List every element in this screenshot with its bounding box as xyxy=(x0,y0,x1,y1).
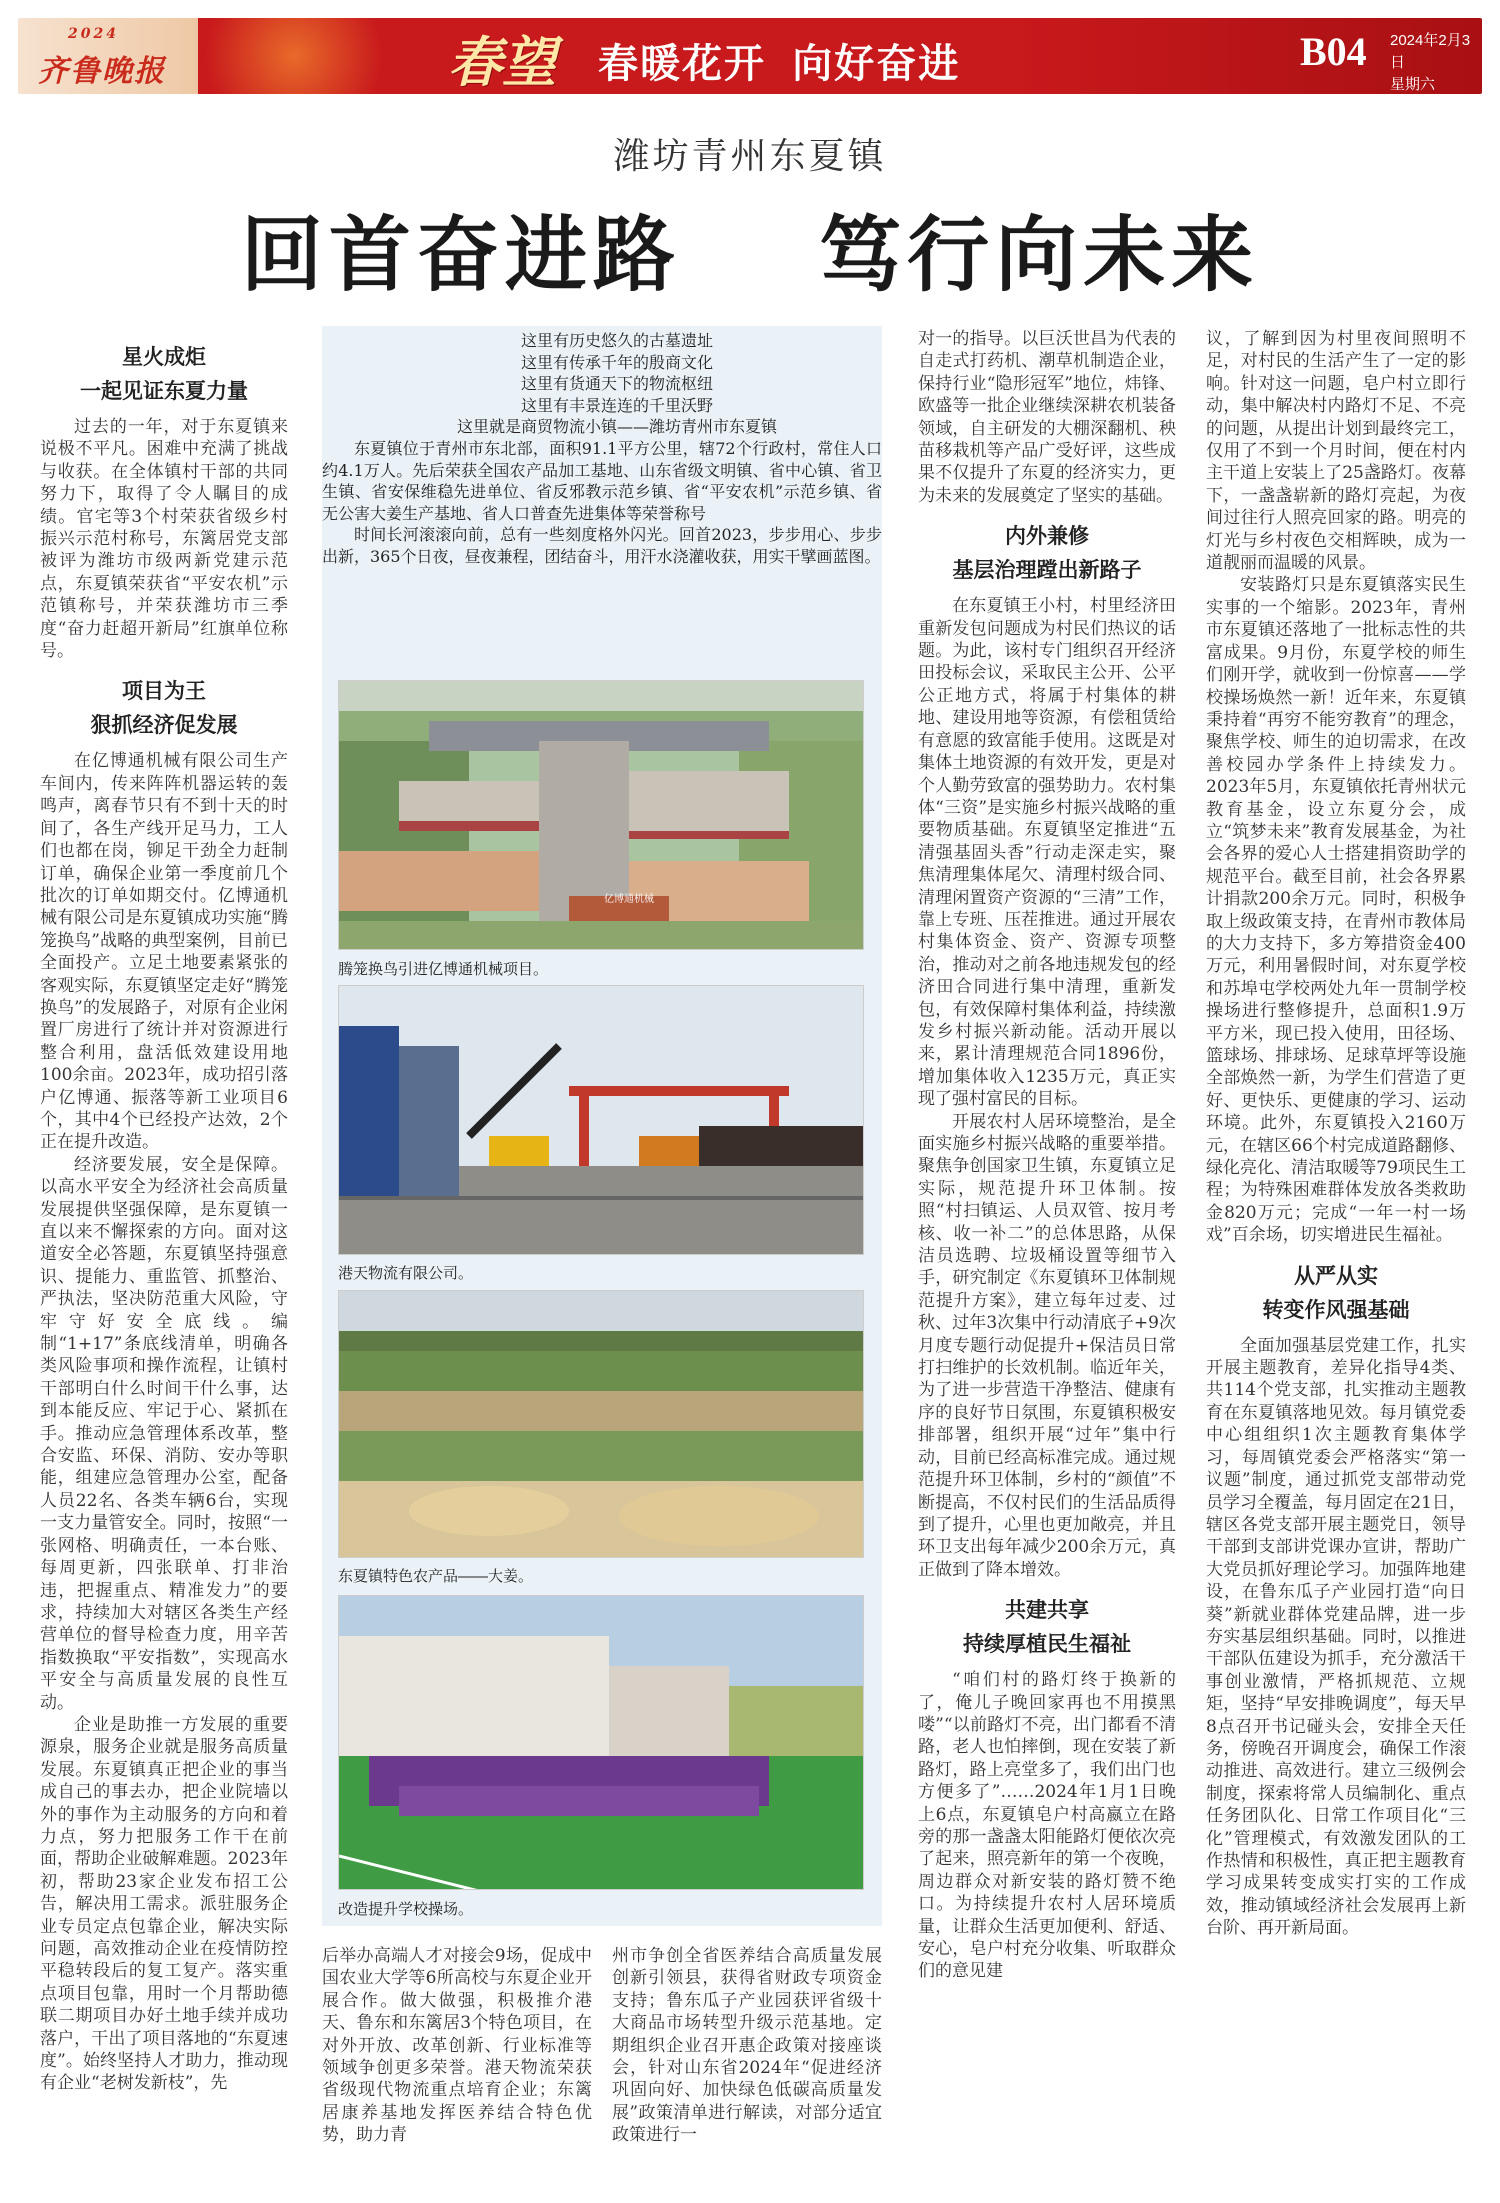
factory-aerial-image xyxy=(339,681,864,950)
column-3-bottom xyxy=(612,1945,882,2175)
photo-caption: 腾笼换鸟引进亿博通机械项目。 xyxy=(338,961,549,978)
paragraph: 经济要发展，安全是保障。以高水平安全为经济社会高质量发展提供坚强保障，是东夏镇一直以来不懈探索的方向。面对这道安全必答题，东夏镇坚持强意识、提能力、重监管、抓整治、严执法，坚决防范重大风险，守牢守好安全底线。编制“1+17”条底线清单，明确各类风险事项和操作流程，让镇村干部明白什么时间干什么事，达到本能反应、牢记于心、紧抓在手。推动应急管理体系改革，整合安监、环保、消防、安办等职能，组建应急管理办公室，配备人员22名、各类车辆6台，实现一支力量管安全。同时，按照“一张网格、明确责任，一本台账、每周更新，四张联单、打非治违，把握重点、精准发力”的要求，持续加大对辖区各类生产经营单位的督导检查力度，用辛苦指数换取“平安指数”，实现高水平安全与高质量发展的良性互动。 xyxy=(40,1154,288,1713)
poem-line: 这里有传承千年的殷商文化 xyxy=(520,352,713,372)
paragraph: 州市争创全省医养结合高质量发展创新引领县，获得省财政专项资金支持；鲁东瓜子产业园获评省级十大商品市场转型升级示范基地。定期组织企业召开惠企政策对接座谈会，针对山东省2024年“促进经济巩固向好、加快绿色低碳高质量发展”政策清单进行解读，对部分适宜政策进行一 xyxy=(612,1946,882,2146)
paragraph: 企业是助推一方发展的重要源泉，服务企业就是服务高质量发展。东夏镇真正把企业的事当成自己的事去办，把企业院墙以外的事作为主动服务的方向和着力点，努力把服务工作干在前面，帮助企业破解难题。2023年初，帮助23家企业发布招工公告，解决用工需求。派驻服务企业专员定点包靠企业，解决实际问题，高效推动企业在疫情防控平稳转段后的复工复产。落实重点项目包靠，用时一个月帮助德联二期项目办好土地手续并成功落户，干出了项目落地的“东夏速度”。始终坚持人才助力，推动现有企业“老树发新枝”，先 xyxy=(40,1714,288,2094)
newspaper-logo xyxy=(38,26,198,89)
article-subtitle: 潍坊青州东夏镇 xyxy=(613,135,887,176)
section-title-5 xyxy=(1206,1259,1466,1327)
section-title-3 xyxy=(918,519,1176,587)
page-number: B04 xyxy=(1300,29,1367,74)
section-title-4-line-2: 持续厚植民生福祉 xyxy=(963,1631,1131,1657)
paragraph: 开展农村人居环境整治，是全面实施乡村振兴战略的重要举措。聚焦争创国家卫生镇，东夏镇立足实际，规范提升环卫体制。按照“村扫镇运、人员双管、按月考核、收一补二”的总体思路，从保洁员选聘、垃圾桶设置等细节入手，研究制定《东夏镇环卫体制规范提升方案》，建立每年过麦、过秋、过年3次集中行动清底子+9次月度专题行动促提升+保洁员日常打扫维护的长效机制。临近年关，为了进一步营造干净整洁、健康有序的良好节日氛围，东夏镇积极安排部署，组织开展“过年”集中行动，目前已经高标准完成。通过规范提升环卫体制，乡村的“颜值”不断提高，不仅村民们的生活品质得到了提升，心里也更加敞亮，并且环卫支出每年减少200余万元，真正做到了降本增效。 xyxy=(918,1111,1176,1580)
section-title-5-line-1: 从严从实 xyxy=(1294,1262,1378,1288)
paragraph: “咱们村的路灯终于换新的了，俺儿子晚回家再也不用摸黑喽”“以前路灯不亮，出门都看不清路，老人也怕摔倒，现在安装了新路灯，路上亮堂多了，我们出门也方便多了”……2024年1月1日晚上6点，东夏镇皂户村高嬴立在路旁的那一盏盏太阳能路灯便依次亮了起来，照亮新年的第一个夜晚，周边群众对新安装的路灯赞不绝口。为持续提升农村人居环境质量，让群众生活更加便利、舒适、安心，皂户村充分收集、听取群众们的意见建 xyxy=(918,1670,1176,1982)
weekday-text: 星期六 xyxy=(1390,76,1436,93)
column-2-bottom xyxy=(322,1945,592,2175)
school-playground-image xyxy=(339,1596,864,1890)
poem-line: 这里有历史悠久的古墓遗址 xyxy=(520,331,713,350)
section-title-3-line-1: 内外兼修 xyxy=(1005,523,1089,549)
logistics-yard-image xyxy=(339,986,864,1255)
intro-text xyxy=(322,330,882,568)
section-title-4 xyxy=(918,1593,1176,1661)
section-title-2-line-1: 项目为王 xyxy=(122,678,206,704)
poem-line: 这里就是商贸物流小镇——潍坊青州市东夏镇 xyxy=(456,417,777,437)
column-5 xyxy=(1206,328,1466,2175)
paragraph: 安装路灯只是东夏镇落实民生实事的一个缩影。2023年，青州市东夏镇还落地了一批标志性的共富成果。9月份，东夏学校的师生们刚开学，就收到一份惊喜——学校操场焕然一新！近年来，东夏镇秉持着“再穷不能穷教育”的理念，聚焦学校、师生的迫切需求，在改善校园办学条件上持续发力。2023年5月，东夏镇依托青州状元教育基金，设立东夏分会，成立“筑梦未来”教育发展基金，为社会各界的爱心人士搭建捐资助学的规范平台。截至目前，社会各界累计捐款200余万元。同时，积极争取上级政策支持，在青州市教体局的大力支持下，多方筹措资金400万元，利用暑假时间，对东夏学校和苏埠屯学校两处九年一贯制学校操场进行整修提升，总面积1.9万平方米，现已投入使用，田径场、篮球场、排球场、足球草坪等设施全部焕然一新，为学生们营造了更好、更快乐、更健康的学习、运动环境。此外，东夏镇投入2160万元，在辖区66个村完成道路翻修、绿化亮化、清洁取暖等79项民生工程；为特殊困难群体发放各类救助金820万元；完成“一年一村一场戏”百余场，切实增进民生福祉。 xyxy=(1206,575,1466,1246)
factory-sign: 亿博通机械 xyxy=(604,894,654,905)
paragraph: 后举办高端人才对接会9场，促成中国农业大学等6所高校与东夏企业开展合作。做大做强，积极推介港天、鲁东和东篱居3个特色项目，在对外开放、改革创新、行业标准等领域争创更多荣誉。港天物流荣获省级现代物流重点培育企业；东篱居康养基地发挥医养结合特色优势，助力青 xyxy=(322,1946,592,2146)
column-4 xyxy=(918,328,1176,2175)
paragraph: 对一的指导。以巨沃世昌为代表的自走式打药机、潮草机制造企业，保持行业“隐形冠军”地位，炜锋、欧盛等一批企业继续深耕农机装备领域，自主研发的大棚深翻机、秧苗移栽机等产品广受好评，这些成果不仅提升了东夏的经济实力，更为未来的发展奠定了坚实的基础。 xyxy=(918,329,1176,506)
paragraph: 过去的一年，对于东夏镇来说极不平凡。困难中充满了挑战与收获。在全体镇村干部的共同努力下，取得了令人瞩目的成绩。官宅等3个村荣获省级乡村振兴示范村称号，东篱居党支部被评为潍坊市级两新党建示范点，东夏镇荣获省“平安农机”示范镇称号，并荣获潍坊市三季度“奋力赶超开新局”红旗单位称号。 xyxy=(40,417,288,662)
paragraph: 议，了解到因为村里夜间照明不足，对村民的生活产生了一定的影响。针对这一问题，皂户村立即行动，集中解决村内路灯不足、不亮的问题，从提出计划到最终完工，仅用了不到一个月时间，便在村内主干道上安装上了25盏路灯。夜幕下，一盏盏崭新的路灯亮起，为夜间过往行人照亮回家的路。明亮的灯光与乡村夜色交相辉映，成为一道靓丽而温暖的风景。 xyxy=(1206,329,1466,574)
section-title-1 xyxy=(40,340,288,408)
photo-logistics xyxy=(338,985,864,1255)
paragraph: 在东夏镇王小村，村里经济田重新发包问题成为村民们热议的话题。为此，该村专门组织召开经济田投标会议，采取民主公开、公平公正地方式，将属于村集体的耕地、建设用地等资源，有偿租赁给有意愿的致富能手使用。这既是对集体土地资源的有效开发，更是对个人勤劳致富的强势助力。农村集体“三资”是实施乡村振兴战略的重要物质基础。东夏镇坚定推进“五清强基固头香”行动走深走实，聚焦清理集体尾欠、清理村级合同、清理闲置资产资源的“三清”工作，靠上专班、压茬推进。通过开展农村集体资金、资产、资源专项整治，推动对之前各地违规发包的经济田合同进行集中清理，重新发包，有效保障村集体利益，持续激发乡村振兴新动能。活动开展以来，累计清理规范合同1896份，增加集体收入1235万元，真正实现了强村富民的目标。 xyxy=(918,596,1176,1110)
paragraph: 在亿博通机械有限公司生产车间内，传来阵阵机器运转的轰鸣声，离春节只有不到十天的时间了，各生产线开足马力，工人们也都在岗，铆足干劲全力赶制订单，确保企业第一季度前几个批次的订单如期交付。亿博通机械有限公司是东夏镇成功实施“腾笼换鸟”战略的典型案例，目前已全面投产。立足土地要素紧张的客观实际，东夏镇坚定走好“腾笼换鸟”的发展路子，对原有企业闲置厂房进行了统计并对资源进行整合利用，盘活低效建设用地100余亩。2023年，成功招引落户亿博通、振落等新工业项目6个，其中4个已经投产达效，2个正在提升改造。 xyxy=(40,751,288,1153)
intro-paragraph: 东夏镇位于青州市东北部，面积91.1平方公里，辖72个行政村，常住人口约4.1万人。先后荣获全国农产品加工基地、山东省级文明镇、省中心镇、省卫生镇、省安保维稳先进单位、省反邪教示范乡镇、省“平安农机”示范乡镇、省无公害大姜生产基地、省人口普查先进集体等荣誉称号 xyxy=(322,438,882,523)
photo-ginger xyxy=(338,1290,864,1558)
photo-caption: 港天物流有限公司。 xyxy=(338,1265,474,1282)
column-slogan: 春暖花开 向好奋进 xyxy=(598,42,961,86)
intro-poem xyxy=(322,330,882,438)
column-name: 春望 xyxy=(448,30,556,94)
section-title-2 xyxy=(40,674,288,742)
poem-line: 这里有丰景连连的千里沃野 xyxy=(520,395,713,415)
photo-school xyxy=(338,1595,864,1890)
section-title-1-line-2: 一起见证东夏力量 xyxy=(80,378,248,403)
section-title-3-line-2: 基层治理蹚出新路子 xyxy=(952,557,1142,583)
date-text: 2024年2月3日 xyxy=(1390,32,1471,71)
article-headline: 回首奋进路 笃行向未来 xyxy=(240,207,1260,303)
photo-caption: 东夏镇特色农产品——大姜。 xyxy=(338,1568,534,1585)
page-header-banner xyxy=(18,18,1482,94)
poem-line: 这里有货通天下的物流枢纽 xyxy=(520,374,713,394)
photo-factory xyxy=(338,680,864,950)
section-title-4-line-1: 共建共享 xyxy=(1005,1597,1089,1623)
lantern-decoration xyxy=(198,18,438,94)
paragraph: 全面加强基层党建工作，扎实开展主题教育，差异化指导4类、共114个党支部，扎实推动主题教育在东夏镇落地见效。每月镇党委中心组组织1次主题教育集体学习，每周镇党委会严格落实“第一议题”制度，通过抓党支部带动党员学习全覆盖，每月固定在21日，辖区各党支部开展主题党日，领导干部到支部讲党课办宣讲，帮助广大党员抓好理论学习。加强阵地建设，在鲁东瓜子产业园打造“向日葵”新就业群体党建品牌，进一步夯实基层组织基础。同时，以推进干部队伍建设为抓手，充分激活干事创业激情，严格抓规范、立规矩，坚持“早安排晚调度”，每天早8点召开书记碰头会，安排全天任务，傍晚召开调度会，确保工作滚动推进、高效进行。建立三级例会制度，探索将常人员编制化、重点任务团队化、日常工作项目化“三化”管理模式，有效激发团队的工作热情和积极性，真正把主题教育学习成果转变成实打实的工作成效，推动镇域经济社会发展再上新台阶、再开新局面。 xyxy=(1206,1335,1466,1939)
issue-date xyxy=(1390,30,1482,94)
ginger-field-image xyxy=(339,1291,864,1558)
section-title-2-line-2: 狠抓经济促发展 xyxy=(90,712,238,738)
column-1 xyxy=(40,330,288,2175)
photo-caption: 改造提升学校操场。 xyxy=(338,1901,474,1918)
section-title-1-line-1: 星火成炬 xyxy=(122,344,206,369)
header-year: 2024 xyxy=(68,26,119,42)
logo-text: 齐鲁晚报 xyxy=(38,54,166,89)
section-title-5-line-2: 转变作风强基础 xyxy=(1262,1296,1410,1322)
intro-paragraph: 时间长河滚滚向前，总有一些刻度格外闪光。回首2023，步步用心、步步出新，365个日夜，昼夜兼程，团结奋斗，用汗水浇灌收获，用实干擘画蓝图。 xyxy=(322,525,882,566)
